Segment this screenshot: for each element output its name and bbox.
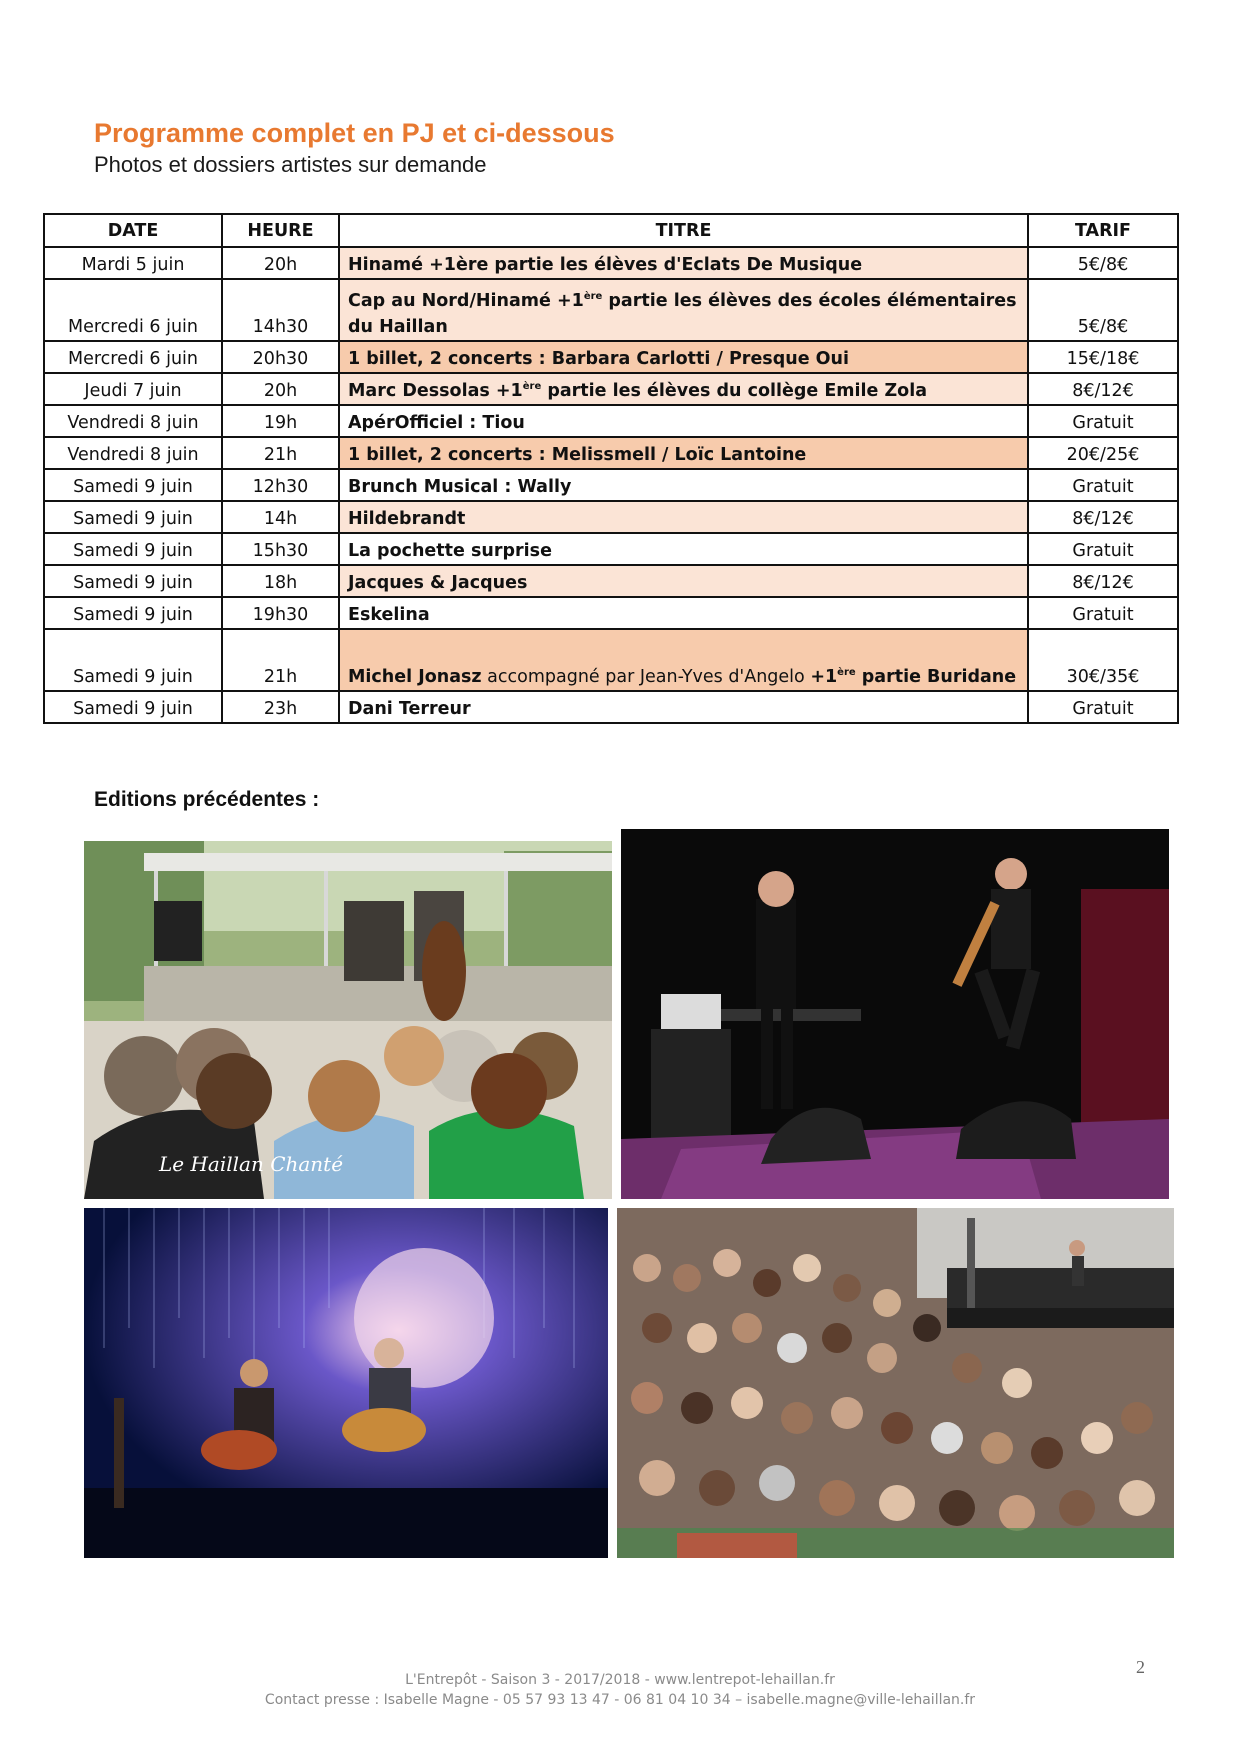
cell-titre: 1 billet, 2 concerts : Barbara Carlotti / Presque Oui: [339, 341, 1028, 373]
column-header-date: DATE: [44, 214, 222, 247]
cell-titre: Brunch Musical : Wally: [339, 469, 1028, 501]
titre-part: Cap au Nord/Hinamé +1: [348, 291, 584, 311]
titre-part: partie Buridane: [855, 667, 1017, 687]
cell-tarif: Gratuit: [1028, 597, 1178, 629]
column-header-titre: TITRE: [339, 214, 1028, 247]
cell-heure: 12h30: [222, 469, 339, 501]
cell-date: Mardi 5 juin: [44, 247, 222, 279]
cell-tarif: Gratuit: [1028, 469, 1178, 501]
cell-date: Samedi 9 juin: [44, 533, 222, 565]
cell-tarif: Gratuit: [1028, 691, 1178, 723]
table-row: [44, 469, 1178, 501]
cell-heure: 23h: [222, 691, 339, 723]
cell-date: Samedi 9 juin: [44, 629, 222, 691]
table-row: [44, 691, 1178, 723]
cell-tarif: 8€/12€: [1028, 501, 1178, 533]
titre-part: partie les élèves du collège Emile Zola: [541, 381, 928, 401]
cell-titre: [339, 629, 1028, 691]
footer-line-2: Contact presse : Isabelle Magne - 05 57 93 13 47 - 06 81 04 10 34 – isabelle.magne@ville-lehaillan.fr: [264, 1692, 976, 1708]
cell-titre: Hildebrandt: [339, 501, 1028, 533]
cell-tarif: 5€/8€: [1028, 279, 1178, 341]
cell-heure: 20h30: [222, 341, 339, 373]
cell-heure: 14h30: [222, 279, 339, 341]
cell-titre: Jacques & Jacques: [339, 565, 1028, 597]
cell-titre: Hinamé +1ère partie les élèves d'Eclats De Musique: [339, 247, 1028, 279]
cell-date: Samedi 9 juin: [44, 597, 222, 629]
program-table: [43, 213, 1179, 724]
titre-part: partie les élèves des écoles élémentaires du Haillan: [348, 291, 1017, 337]
table-row: [44, 501, 1178, 533]
photo-guitar-duo: [84, 1208, 608, 1558]
cell-date: Samedi 9 juin: [44, 501, 222, 533]
titre-part: +1: [810, 667, 838, 687]
cell-tarif: 15€/18€: [1028, 341, 1178, 373]
cell-tarif: 5€/8€: [1028, 247, 1178, 279]
table-header-row: [44, 214, 1178, 247]
photo-outdoor-audience: [84, 841, 612, 1199]
cell-heure: 19h30: [222, 597, 339, 629]
cell-titre: ApérOfficiel : Tiou: [339, 405, 1028, 437]
cell-titre: Dani Terreur: [339, 691, 1028, 723]
table-row: [44, 247, 1178, 279]
titre-part: Michel Jonasz: [348, 667, 482, 687]
cell-titre: [339, 373, 1028, 405]
cell-date: Samedi 9 juin: [44, 565, 222, 597]
cell-tarif: 8€/12€: [1028, 565, 1178, 597]
table-row: [44, 597, 1178, 629]
page-subtitle: Photos et dossiers artistes sur demande: [94, 152, 487, 177]
cell-date: Mercredi 6 juin: [44, 279, 222, 341]
titre-superscript: ère: [837, 667, 856, 679]
cell-date: Samedi 9 juin: [44, 691, 222, 723]
cell-tarif: 20€/25€: [1028, 437, 1178, 469]
table-row: [44, 629, 1178, 691]
cell-tarif: Gratuit: [1028, 405, 1178, 437]
page-title: Programme complet en PJ et ci-dessous: [94, 118, 615, 148]
table-row: [44, 341, 1178, 373]
cell-date: Mercredi 6 juin: [44, 341, 222, 373]
cell-heure: 21h: [222, 629, 339, 691]
cell-titre: 1 billet, 2 concerts : Melissmell / Loïc Lantoine: [339, 437, 1028, 469]
cell-tarif: 8€/12€: [1028, 373, 1178, 405]
cell-heure: 20h: [222, 373, 339, 405]
column-header-tarif: TARIF: [1028, 214, 1178, 247]
column-header-heure: HEURE: [222, 214, 339, 247]
cell-heure: 18h: [222, 565, 339, 597]
table-row: [44, 533, 1178, 565]
cell-heure: 21h: [222, 437, 339, 469]
titre-superscript: ère: [522, 381, 542, 393]
titre-part: Marc Dessolas +1: [348, 381, 523, 401]
cell-date: Jeudi 7 juin: [44, 373, 222, 405]
cell-titre: [339, 279, 1028, 341]
cell-heure: 19h: [222, 405, 339, 437]
cell-titre: La pochette surprise: [339, 533, 1028, 565]
photo-stage-concert: [621, 829, 1169, 1199]
table-row: [44, 373, 1178, 405]
cell-tarif: Gratuit: [1028, 533, 1178, 565]
cell-date: Vendredi 8 juin: [44, 405, 222, 437]
table-row: [44, 279, 1178, 341]
cell-date: Vendredi 8 juin: [44, 437, 222, 469]
table-row: [44, 405, 1178, 437]
cell-date: Samedi 9 juin: [44, 469, 222, 501]
cell-titre: Eskelina: [339, 597, 1028, 629]
titre-superscript: ère: [583, 291, 603, 303]
photo-crowd-stage: [617, 1208, 1174, 1558]
table-row: [44, 437, 1178, 469]
cell-heure: 20h: [222, 247, 339, 279]
editions-heading: Editions précédentes :: [94, 788, 320, 811]
table-row: [44, 565, 1178, 597]
shirt-logo-text: Le Haillan Chanté: [159, 1152, 344, 1176]
titre-part: accompagné par Jean-Yves d'Angelo: [481, 667, 811, 687]
cell-tarif: 30€/35€: [1028, 629, 1178, 691]
cell-heure: 15h30: [222, 533, 339, 565]
page-number: 2: [1136, 1657, 1145, 1677]
cell-heure: 14h: [222, 501, 339, 533]
footer-line-1: L'Entrepôt - Saison 3 - 2017/2018 - www.lentrepot-lehaillan.fr: [405, 1672, 835, 1688]
